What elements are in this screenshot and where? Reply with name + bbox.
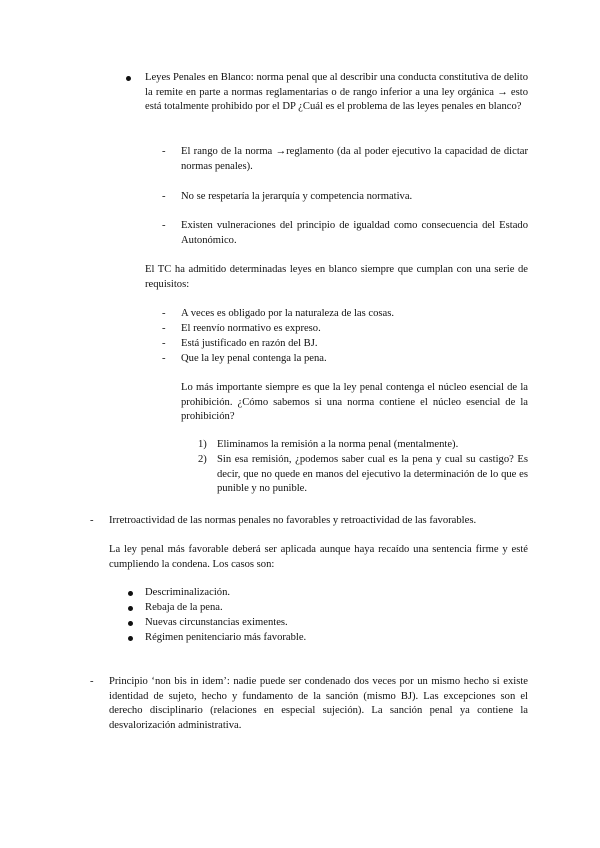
nucleo-text: Lo más importante siempre es que la ley penal contenga el núcleo esencial de la prohibición. ¿Cómo sabemos si una norma contiene el núcleo esencial de la prohibición? xyxy=(181,382,528,423)
dash-marker: - xyxy=(162,220,166,231)
step-text: Eliminamos la remisión a la norma penal (mentalmente). xyxy=(217,439,459,450)
bullet-dot xyxy=(128,621,133,626)
dash-marker: - xyxy=(162,308,166,319)
non-bis-text: Principio ‘non bis in idem’: nadie puede ser condenado dos veces por un mismo hecho si existe identidad de sujeto, hecho y fundamento de la sanción (mismo BJ). Las excepciones son el derecho disciplinario (relaciones en especial sujeción). La sanción penal ya contiene la desvalorización administrativa. xyxy=(109,676,528,731)
caso-item xyxy=(145,586,528,601)
caso-text: Descriminalización. xyxy=(145,587,231,598)
bullet-dot xyxy=(126,76,131,81)
caso-item xyxy=(145,631,528,646)
caso-text: Rebaja de la pena. xyxy=(145,602,223,613)
requisito-text: A veces es obligado por la naturaleza de las cosas. xyxy=(181,308,394,319)
bullet-dot xyxy=(128,606,133,611)
leyes-penales-paragraph xyxy=(145,71,528,115)
irretroactividad-paragraph xyxy=(109,543,528,572)
dash-marker: - xyxy=(162,353,166,364)
caso-text: Nuevas circunstancias eximentes. xyxy=(145,617,288,628)
dash-marker: - xyxy=(90,515,94,526)
dash-marker: - xyxy=(90,676,94,687)
requisito-text: Está justificado en razón del BJ. xyxy=(181,338,318,349)
problem-text: El rango de la norma →reglamento (da al poder ejecutivo la capacidad de dictar normas penales). xyxy=(181,146,528,172)
requisito-text: Que la ley penal contenga la pena. xyxy=(181,353,327,364)
dash-marker: - xyxy=(162,338,166,349)
tc-intro-paragraph xyxy=(145,263,528,292)
bullet-dot xyxy=(128,591,133,596)
irretroactividad-text: La ley penal más favorable deberá ser aplicada aunque haya recaído una sentencia firme y esté cumpliendo la condena. Los casos son: xyxy=(109,544,528,570)
step-number: 2) xyxy=(198,454,207,465)
problem-text: No se respetaría la jerarquía y competencia normativa. xyxy=(181,191,413,202)
caso-text: Régimen penitenciario más favorable. xyxy=(145,632,307,643)
step-text: Sin esa remisión, ¿podemos saber cual es la pena y cual su castigo? Es decir, que no quede en manos del ejecutivo la determinación de lo que es punible y no punible. xyxy=(217,454,528,495)
problem-text: Existen vulneraciones del principio de igualdad como consecuencia del Estado Autonómico. xyxy=(181,220,528,246)
caso-item xyxy=(145,601,528,616)
dash-marker: - xyxy=(162,191,166,202)
leyes-penales-text: Leyes Penales en Blanco: norma penal que al describir una conducta constitutiva de delito la remite en parte a normas reglamentarias o de rango inferior a una ley orgánica → esto está totalmente prohibido por el DP ¿Cuál es el problema de las leyes penales en blanco? xyxy=(145,72,528,113)
dash-marker: - xyxy=(162,146,166,157)
irretroactividad-title: Irretroactividad de las normas penales no favorables y retroactividad de las favorables. xyxy=(109,515,477,526)
nucleo-paragraph xyxy=(181,381,528,425)
step-number: 1) xyxy=(198,439,207,450)
dash-marker: - xyxy=(162,323,166,334)
tc-intro-text: El TC ha admitido determinadas leyes en blanco siempre que cumplan con una serie de requisitos: xyxy=(145,264,528,290)
caso-item xyxy=(145,616,528,631)
bullet-dot xyxy=(128,636,133,641)
requisito-text: El reenvío normativo es expreso. xyxy=(181,323,321,334)
